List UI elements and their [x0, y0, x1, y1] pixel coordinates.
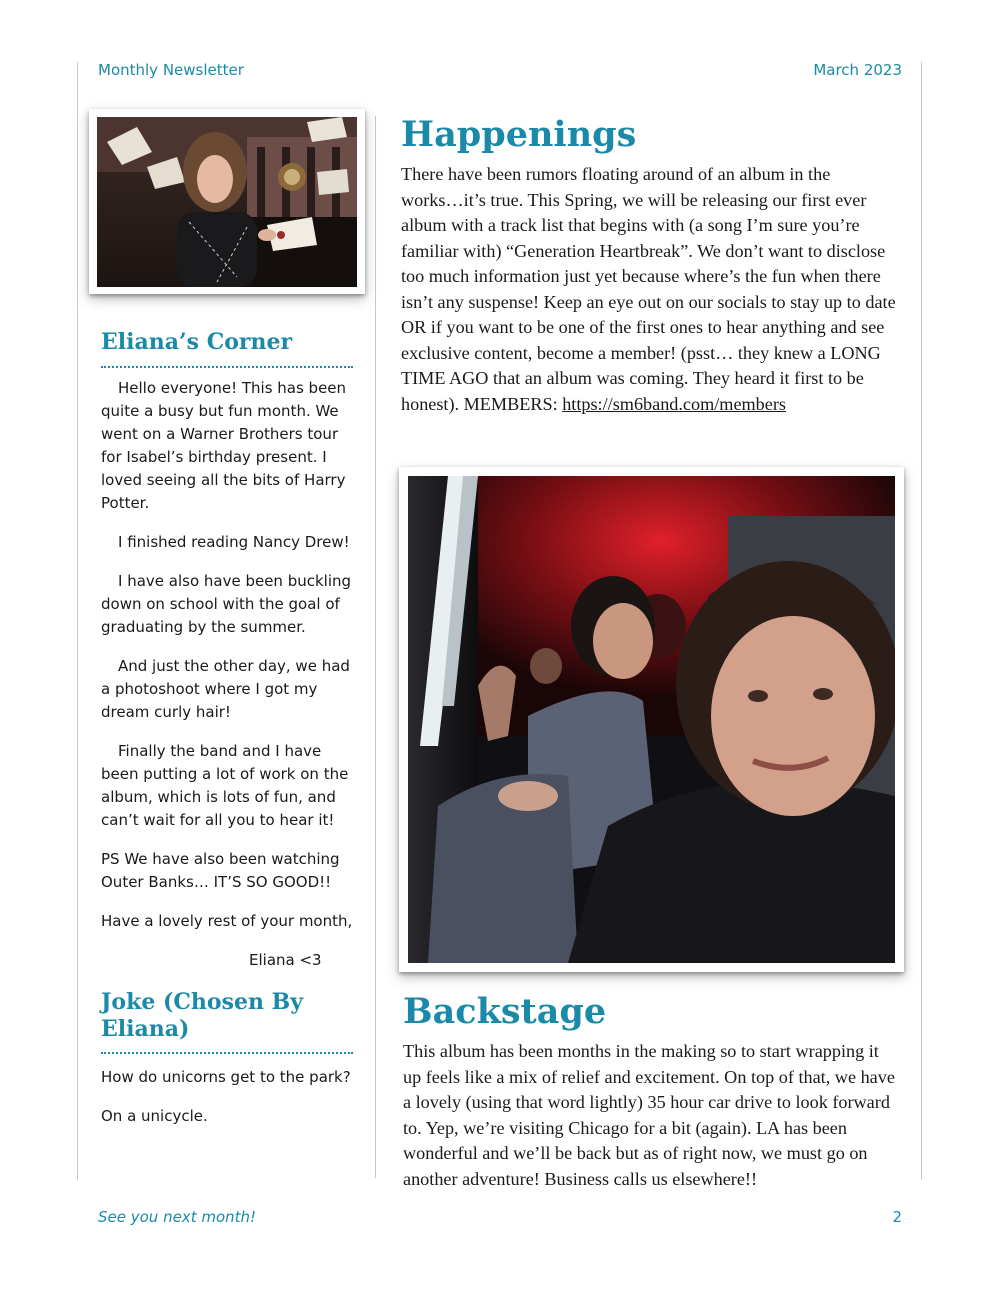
column-divider — [375, 116, 376, 1178]
left-margin-rule — [77, 62, 78, 1180]
joke-divider — [101, 1052, 353, 1054]
eliana-photo-frame — [89, 109, 365, 294]
happenings-heading: Happenings — [401, 114, 637, 155]
footer-signoff: See you next month! — [98, 1208, 257, 1226]
corner-paragraph: Finally the band and I have been putting a lot of work on the album, which is lots of fun, and can’t wait for all you to hear it! — [101, 742, 349, 829]
corner-paragraph: I have also have been buckling down on school with the goal of graduating by the summer. — [101, 572, 352, 636]
corner-signature: Eliana <3 — [249, 951, 322, 969]
elianas-corner-body — [101, 377, 353, 972]
photo-of-band-selfie-icon — [408, 476, 895, 963]
corner-paragraph: I finished reading Nancy Drew! — [118, 533, 350, 551]
backstage-heading: Backstage — [403, 991, 607, 1032]
band-photo — [408, 476, 895, 963]
band-photo-frame — [399, 467, 904, 972]
elianas-corner-divider — [101, 366, 353, 368]
elianas-corner-heading: Eliana’s Corner — [101, 329, 293, 355]
issue-date: March 2023 — [813, 61, 902, 79]
joke-heading: Joke (Chosen By Eliana) — [101, 989, 303, 1042]
corner-paragraph: Hello everyone! This has been quite a busy but fun month. We went on a Warner Brothers tour for Isabel’s birthday present. I loved seeing all the bits of Harry Potter. — [101, 379, 347, 512]
page-number: 2 — [892, 1208, 902, 1226]
corner-paragraph: PS We have also been watching Outer Banks… IT’S SO GOOD!! — [101, 850, 340, 891]
joke-answer: On a unicycle. — [101, 1107, 208, 1125]
newsletter-title: Monthly Newsletter — [98, 61, 244, 79]
right-margin-rule — [921, 62, 922, 1180]
joke-body — [101, 1066, 353, 1128]
happenings-text: There have been rumors floating around of an album in the works…it’s true. This Spring, we will be releasing our first ever album with a track list that begins with (a song I’m sure you’re familiar with) “Generation Heartbreak”. We don’t want to disclose too much information just yet because where’s the fun when there isn’t any suspense! Keep an eye out on our socials to stay up to date OR if you want to be one of the first ones to hear anything and see exclusive content, become a member! (psst… they knew a LONG TIME AGO that an album was coming. They heard it first to be honest). MEMBERS: — [401, 164, 896, 414]
joke-question: How do unicorns get to the park? — [101, 1068, 351, 1086]
corner-paragraph: Have a lovely rest of your month, — [101, 912, 353, 930]
backstage-body: This album has been months in the making so to start wrapping it up feels like a mix of relief and excitement. On top of that, we have a lovely (using that word lightly) 35 hour car drive to look forward to. Yep, we’re visiting Chicago for a bit (again). LA has been wonderful and we’ll be back but as of right now, we must go on another adventure! Business calls us elsewhere!! — [403, 1041, 895, 1189]
corner-paragraph: And just the other day, we had a photoshoot where I got my dream curly hair! — [101, 657, 350, 721]
members-link[interactable]: https://sm6band.com/members — [562, 393, 786, 414]
eliana-photo — [97, 117, 357, 287]
happenings-body — [401, 162, 896, 417]
photo-of-girl-holding-letter-icon — [97, 117, 357, 287]
